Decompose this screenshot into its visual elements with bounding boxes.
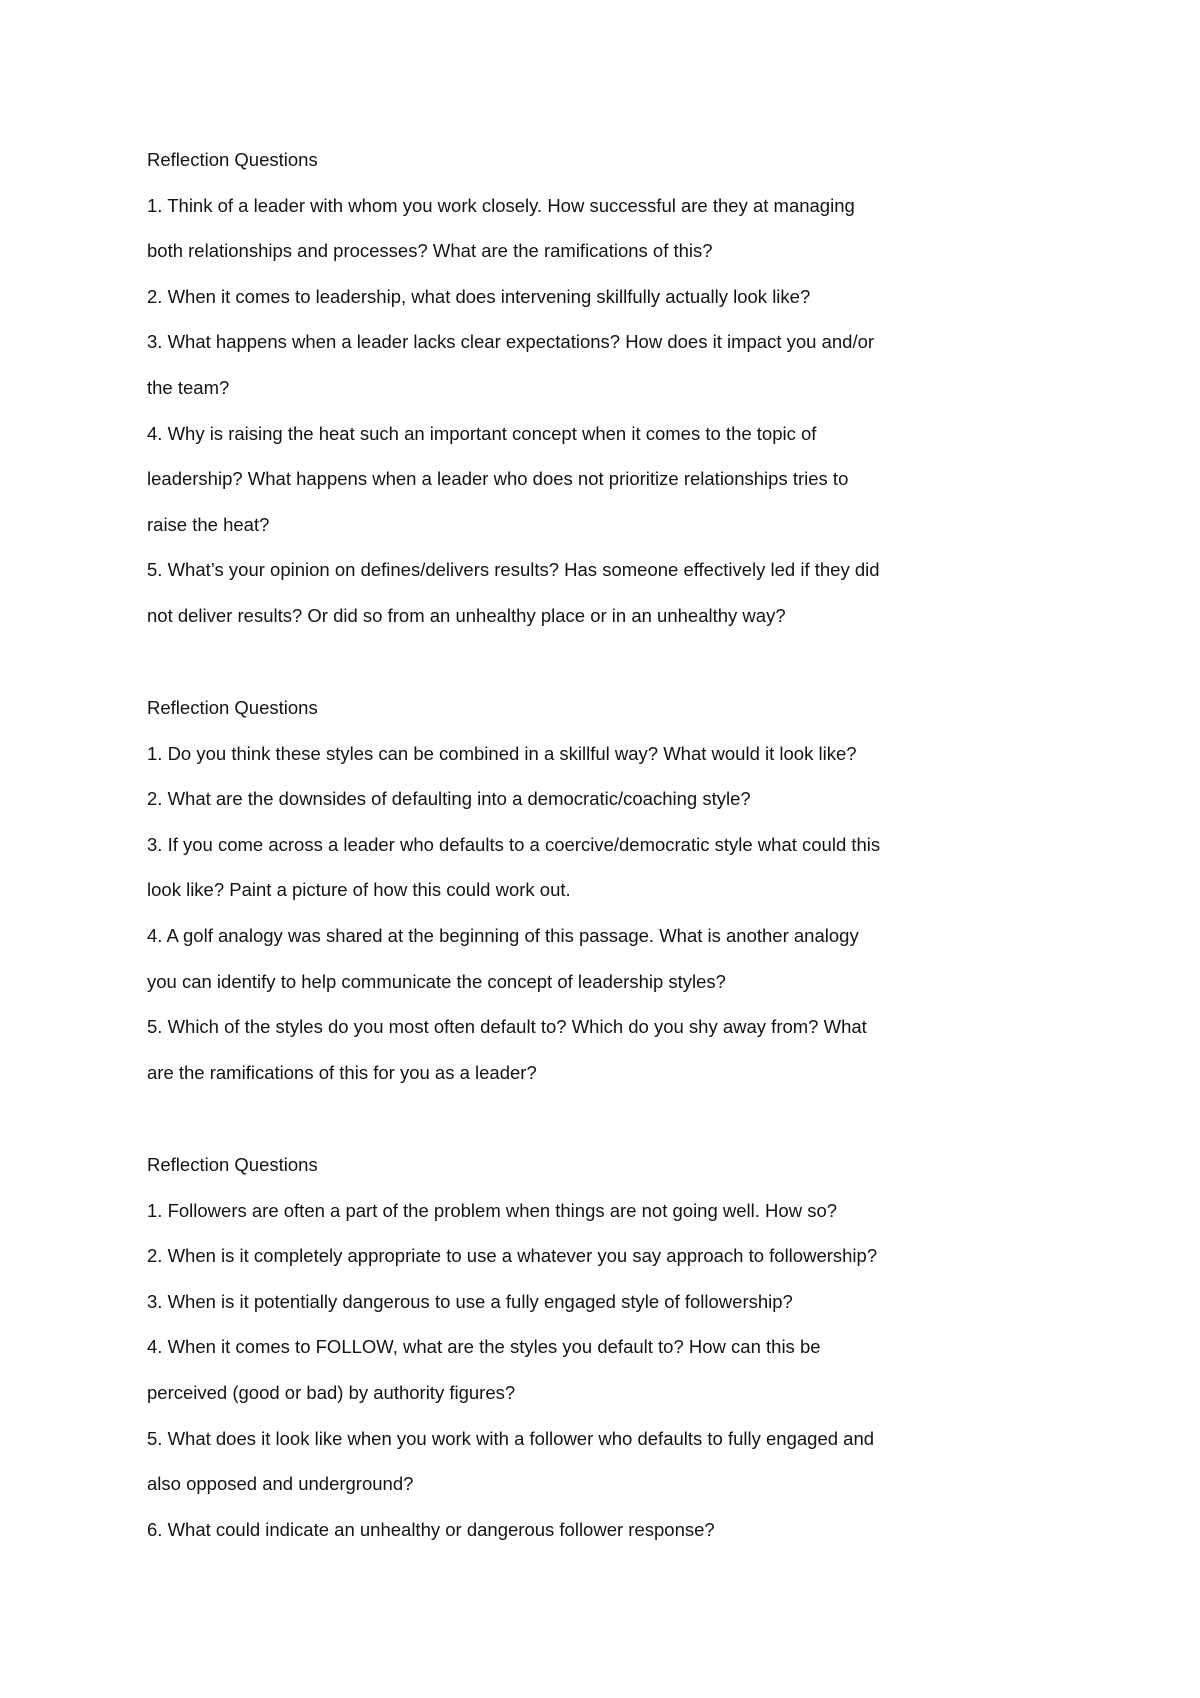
question-line: 4. Why is raising the heat such an important concept when it comes to the topic of [147,422,817,444]
question-line: not deliver results? Or did so from an unhealthy place or in an unhealthy way? [147,604,786,626]
question-line: 4. A golf analogy was shared at the beginning of this passage. What is another analogy [147,924,859,946]
section-heading: Reflection Questions [147,149,318,170]
question-line: perceived (good or bad) by authority figures? [147,1381,516,1403]
reflection-section-2 [147,685,880,1095]
question-line: look like? Paint a picture of how this could work out. [147,879,571,901]
reflection-section-3 [147,1142,877,1552]
question-line: 5. Which of the styles do you most often default to? Which do you shy away from? What [147,1016,867,1038]
question-line: 2. When is it completely appropriate to use a whatever you say approach to followership? [147,1245,878,1267]
question-line: 2. What are the downsides of defaulting into a democratic/coaching style? [147,788,751,810]
question-line: are the ramifications of this for you as a leader? [147,1061,537,1083]
question-line: both relationships and processes? What are the ramifications of this? [147,240,713,262]
question-line: 3. If you come across a leader who defaults to a coercive/democratic style what could this [147,833,881,855]
question-line: the team? [147,376,230,398]
question-line: also opposed and underground? [147,1473,414,1495]
question-line: leadership? What happens when a leader who does not prioritize relationships tries to [147,468,849,490]
question-line: 1. Followers are often a part of the problem when things are not going well. How so? [147,1199,838,1221]
question-line: 5. What’s your opinion on defines/delivers results? Has someone effectively led if they did [147,559,880,581]
question-line: 4. When it comes to FOLLOW, what are the styles you default to? How can this be [147,1336,821,1358]
question-line: you can identify to help communicate the concept of leadership styles? [147,970,726,992]
question-line: 2. When it comes to leadership, what does intervening skillfully actually look like? [147,285,811,307]
question-line: raise the heat? [147,513,270,535]
question-line: 1. Do you think these styles can be combined in a skillful way? What would it look like? [147,742,857,764]
reflection-section-1 [147,137,880,639]
section-heading: Reflection Questions [147,697,318,718]
question-line: 5. What does it look like when you work with a follower who defaults to fully engaged and [147,1427,875,1449]
question-line: 1. Think of a leader with whom you work closely. How successful are they at managing [147,194,855,216]
section-heading: Reflection Questions [147,1154,318,1175]
question-line: 3. When is it potentially dangerous to use a fully engaged style of followership? [147,1290,793,1312]
question-line: 6. What could indicate an unhealthy or dangerous follower response? [147,1518,715,1540]
question-line: 3. What happens when a leader lacks clear expectations? How does it impact you and/or [147,331,875,353]
